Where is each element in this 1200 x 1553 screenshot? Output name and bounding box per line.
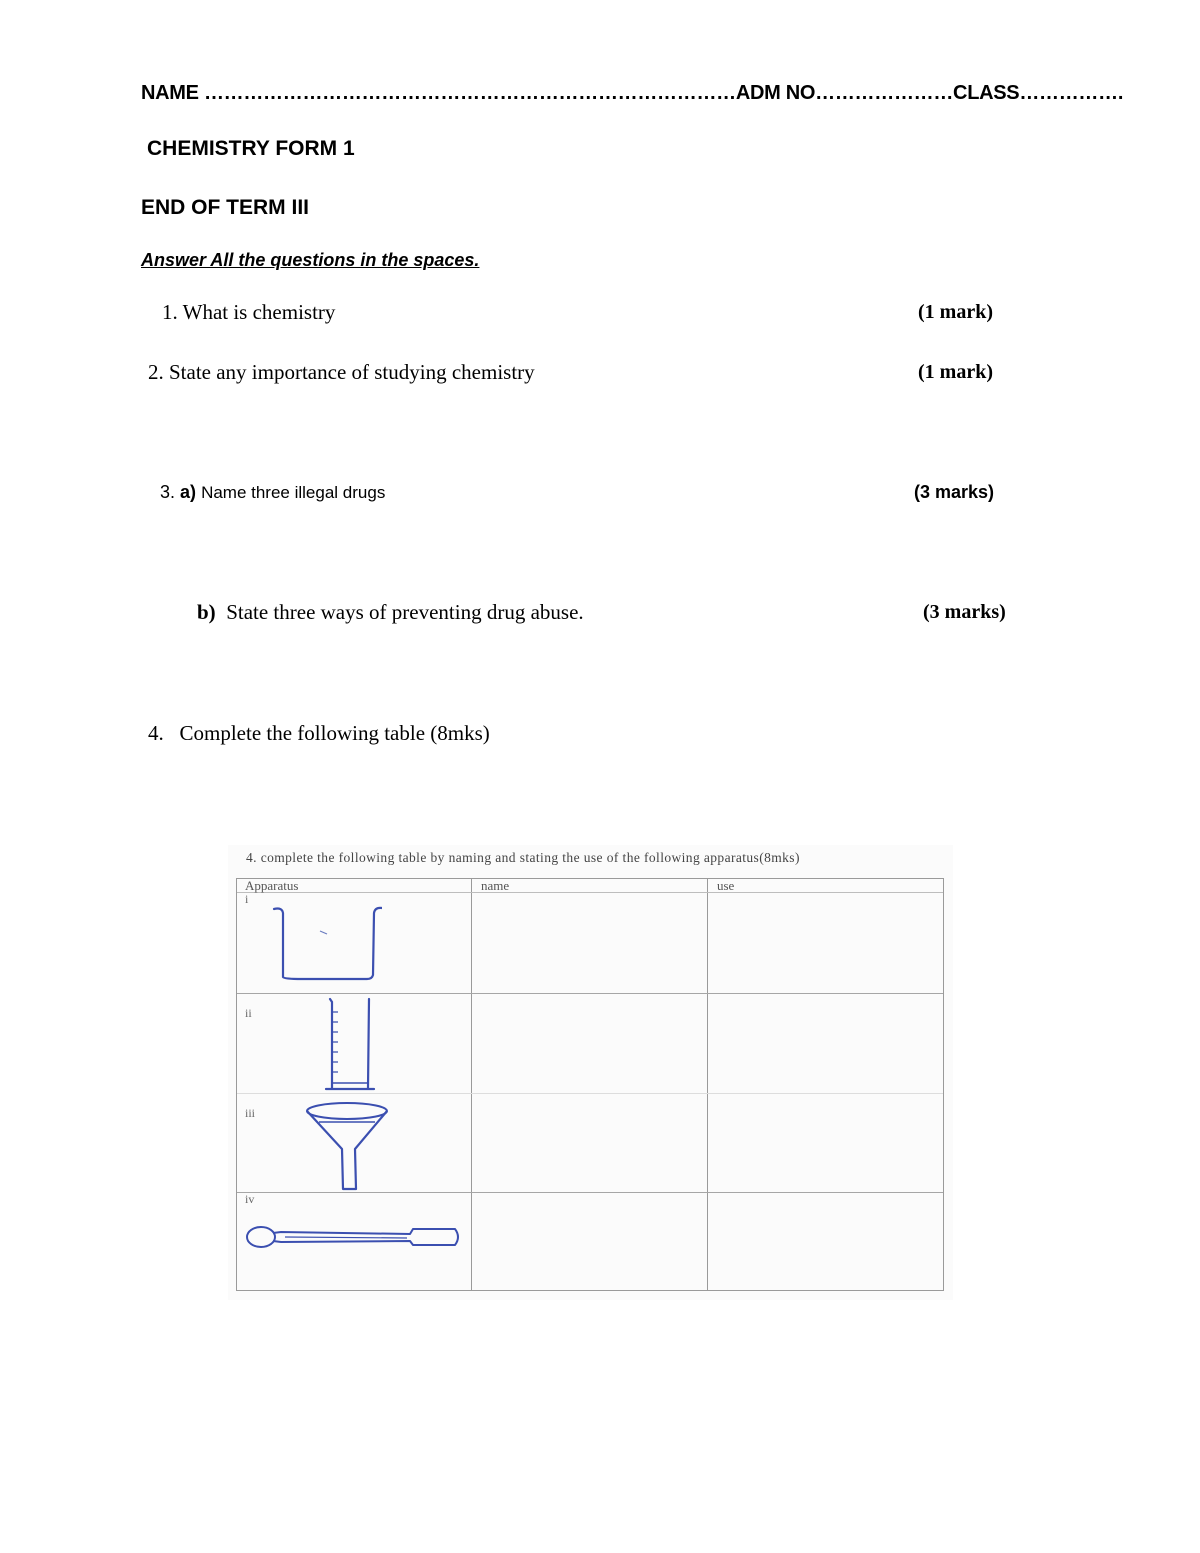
question-number: 2. [148, 360, 164, 384]
beaker-icon [272, 905, 382, 983]
question-text: What is chemistry [182, 300, 336, 324]
question-text: Complete the following table (8mks) [179, 721, 490, 745]
column-header-name: name [481, 878, 510, 893]
row-label: iii [245, 1106, 256, 1120]
question-text: Name three illegal drugs [201, 483, 386, 502]
column-divider [471, 879, 472, 1290]
row-divider [237, 993, 943, 994]
exam-term: END OF TERM III [141, 196, 309, 219]
column-divider [707, 879, 708, 1290]
question-part: a) [180, 482, 197, 502]
question-2 [148, 360, 535, 385]
column-header-use: use [717, 878, 735, 893]
question-number: 3. [160, 482, 176, 502]
question-2-marks: (1 mark) [918, 361, 993, 383]
column-header-apparatus: Apparatus [245, 878, 299, 893]
row-label: iv [245, 1192, 255, 1206]
question-1 [162, 300, 335, 325]
row-label: ii [245, 1006, 252, 1020]
row-divider [237, 1093, 943, 1094]
student-details-line: NAME ………………………………………………………………………ADM NO…………………CLASS……………. [141, 82, 1124, 104]
question-1-marks: (1 mark) [918, 301, 993, 323]
deflagrating-spoon-icon [245, 1217, 463, 1259]
scanned-apparatus-table [228, 845, 953, 1300]
question-part: b) [197, 600, 216, 624]
row-label: i [245, 892, 249, 906]
question-text: State any importance of studying chemistry [169, 360, 535, 384]
funnel-icon [305, 1101, 393, 1191]
exam-title: CHEMISTRY FORM 1 [147, 137, 355, 160]
question-4 [148, 721, 490, 746]
apparatus-table [236, 878, 944, 1291]
question-number: 4. [148, 721, 164, 745]
scan-caption: 4. complete the following table by naming and stating the use of the following apparatus(8mks) [246, 850, 800, 865]
header-divider [237, 892, 943, 893]
instructions: Answer All the questions in the spaces. [141, 250, 480, 270]
question-3a [160, 482, 385, 503]
question-3b-marks: (3 marks) [923, 601, 1006, 623]
measuring-cylinder-icon [322, 996, 382, 1091]
question-number: 1. [162, 300, 178, 324]
question-3b [197, 600, 584, 625]
question-text: State three ways of preventing drug abuse. [226, 600, 584, 624]
question-3a-marks: (3 marks) [914, 482, 995, 502]
row-divider [237, 1192, 943, 1193]
